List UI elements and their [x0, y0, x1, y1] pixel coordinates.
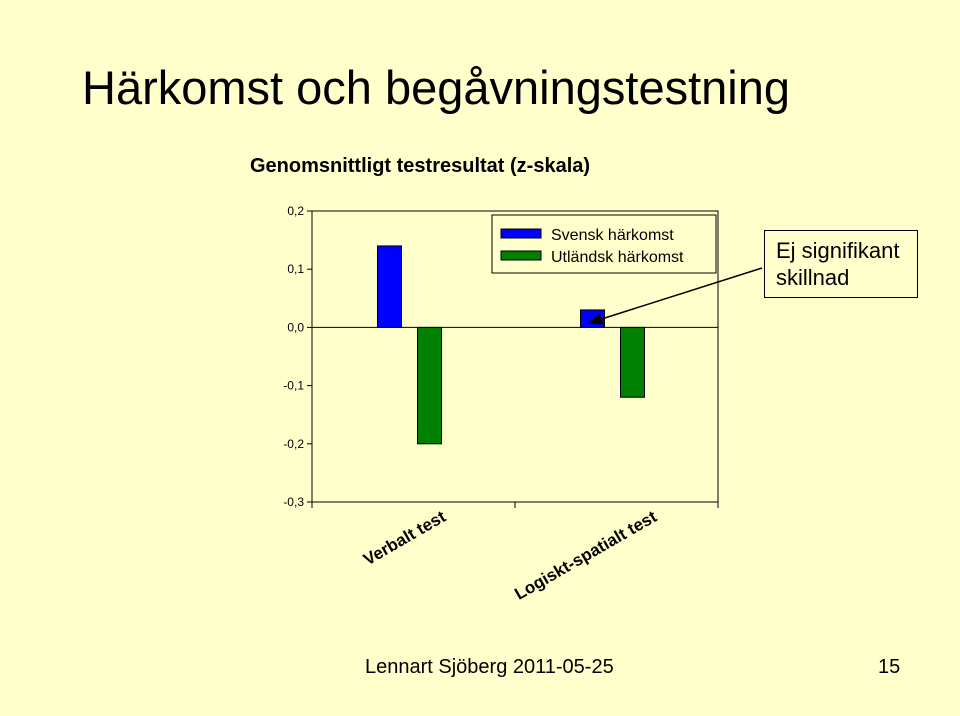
y-tick-label: -0,2 — [283, 436, 304, 451]
y-axis — [283, 204, 312, 509]
legend-swatch-svensk — [501, 229, 541, 238]
chart-title: Genomsnittligt testresultat (z-skala) — [249, 155, 591, 177]
bar-utlandsk-0 — [418, 327, 442, 443]
legend-label-svensk: Svensk härkomst — [551, 227, 674, 244]
footer-text: Lennart Sjöberg 2011-05-25 — [365, 656, 614, 678]
annotation-arrow — [589, 268, 762, 323]
annotation-box — [764, 230, 918, 298]
y-tick-label: -0,3 — [283, 495, 304, 509]
x-category-label: Logiskt-spatialt test — [511, 507, 660, 604]
bar-svensk-0 — [378, 246, 402, 327]
y-tick-label: 0,0 — [287, 320, 304, 335]
bar-utlandsk-1 — [621, 327, 645, 397]
legend-swatch-utlandsk — [501, 251, 541, 260]
annotation-line-2: skillnad — [776, 265, 850, 290]
legend-label-utlandsk: Utländsk härkomst — [551, 249, 684, 266]
legend — [492, 215, 716, 273]
slide-title: Härkomst och begåvningstestning — [82, 61, 791, 114]
annotation-line-1: Ej signifikant — [776, 238, 900, 263]
y-tick-label: 0,1 — [287, 262, 304, 277]
y-tick-label: 0,2 — [287, 204, 304, 218]
x-axis-labels — [360, 507, 660, 604]
y-tick-label: -0,1 — [283, 378, 304, 393]
page-number: 15 — [878, 656, 901, 678]
x-category-label: Verbalt test — [360, 507, 449, 570]
bars-group — [312, 246, 718, 508]
